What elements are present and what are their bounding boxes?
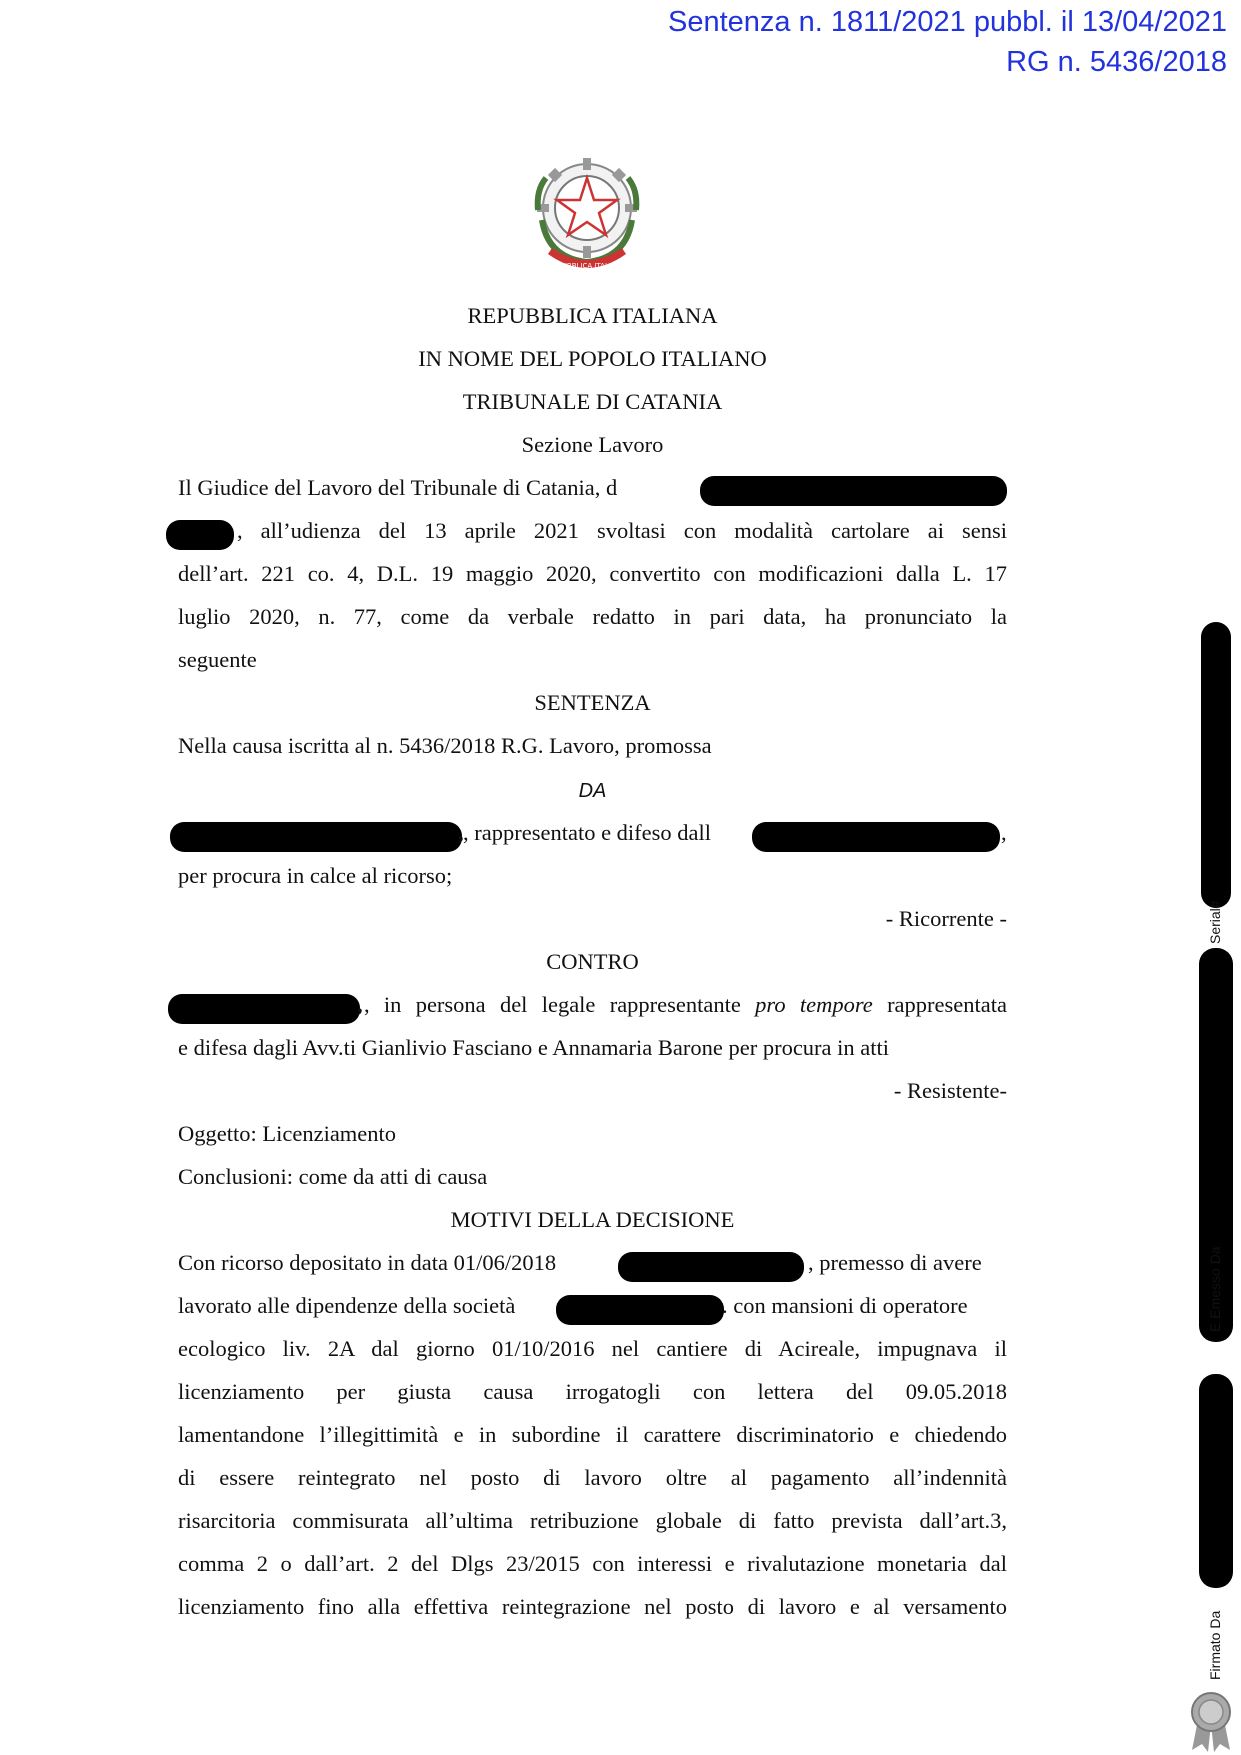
- paragraph-line: . con mansioni di operatore: [722, 1293, 968, 1318]
- redaction-box: [170, 822, 462, 852]
- heading-section: Sezione Lavoro: [521, 432, 664, 457]
- redaction-box: [1199, 1374, 1233, 1588]
- redaction-box: [618, 1252, 804, 1282]
- paragraph-line: dell’art. 221 co. 4, D.L. 19 maggio 2020, convertito con modificazioni dalla L. 17: [178, 561, 1007, 586]
- paragraph-line: licenziamento per giusta causa irrogatogli con lettera del 09.05.2018: [178, 1379, 1007, 1404]
- heading-court: TRIBUNALE DI CATANIA: [462, 389, 723, 414]
- paragraph-line: licenziamento fino alla effettiva reintegrazione nel posto di lavoro e al versamento: [178, 1594, 1007, 1619]
- label-da: DA: [578, 780, 607, 802]
- certificate-seal-icon: [1186, 1690, 1236, 1752]
- paragraph-line: risarcitoria commisurata all’ultima retribuzione globale di fatto prevista dall’art.3,: [178, 1508, 1007, 1533]
- heading-republic: REPUBBLICA ITALIANA: [467, 303, 718, 328]
- signed-by-label: Firmato Da: [1207, 1610, 1223, 1680]
- paragraph-line: Con ricorso depositato in data 01/06/2018: [178, 1250, 557, 1275]
- paragraph-line: Il Giudice del Lavoro del Tribunale di Catania, d: [178, 475, 618, 500]
- section-title-contro: CONTRO: [546, 949, 639, 974]
- section-title-motivi: MOTIVI DELLA DECISIONE: [450, 1207, 735, 1232]
- heading-people: IN NOME DEL POPOLO ITALIANO: [418, 346, 767, 371]
- paragraph-line: lamentandone l’illegittimità e in subordine il carattere discriminatorio e chiedendo: [178, 1422, 1007, 1447]
- redaction-box: [700, 476, 1007, 506]
- party-role-resistente: - Resistente-: [893, 1078, 1007, 1103]
- comma-bold: ,: [357, 992, 363, 1017]
- redaction-box: [168, 994, 360, 1024]
- paragraph-line: ecologico liv. 2A dal giorno 01/10/2016 nel cantiere di Acireale, impugnava il: [178, 1336, 1007, 1361]
- paragraph-line: , premesso di avere: [808, 1250, 982, 1275]
- issued-by-label: E Emesso Da: [1207, 1246, 1223, 1332]
- republic-emblem-icon: [528, 150, 646, 284]
- paragraph-line: di essere reintegrato nel posto di lavoro oltre al pagamento all’indennità: [178, 1465, 1007, 1490]
- redaction-box: [166, 520, 234, 550]
- conclusions-line: Conclusioni: come da atti di causa: [178, 1164, 488, 1189]
- redaction-box: [752, 822, 1000, 852]
- paragraph-line: comma 2 o dall’art. 2 del Dlgs 23/2015 con interessi e rivalutazione monetaria dal: [178, 1551, 1007, 1576]
- case-line: Nella causa iscritta al n. 5436/2018 R.G. Lavoro, promossa: [178, 733, 712, 758]
- paragraph-line: , in persona del legale rappresentante pro tempore rappresentata: [364, 992, 1007, 1017]
- paragraph-line: , rappresentato e difeso dall: [463, 820, 712, 845]
- redaction-box: [556, 1295, 724, 1325]
- party-role-ricorrente: - Ricorrente -: [885, 906, 1007, 931]
- sentence-number: Sentenza n. 1811/2021 pubbl. il 13/04/2021: [668, 6, 1227, 38]
- serial-label: Serial#: [1207, 900, 1223, 944]
- redaction-box: [1201, 622, 1231, 908]
- paragraph-line: per procura in calce al ricorso;: [178, 863, 453, 888]
- paragraph-line: luglio 2020, n. 77, come da verbale redatto in pari data, ha pronunciato la: [178, 604, 1007, 629]
- paragraph-line: e difesa dagli Avv.ti Gianlivio Fasciano e Annamaria Barone per procura in atti: [178, 1035, 890, 1060]
- rg-number: RG n. 5436/2018: [1006, 46, 1227, 78]
- emblem-motto: REPUBBLICA ITALIANA: [548, 262, 626, 270]
- subject-line: Oggetto: Licenziamento: [178, 1121, 397, 1146]
- comma-bold: ,: [458, 820, 464, 845]
- paragraph-line: , all’udienza del 13 aprile 2021 svoltasi con modalità cartolare ai sensi: [237, 518, 1007, 543]
- paragraph-line: seguente: [178, 647, 257, 672]
- paragraph-line: lavorato alle dipendenze della società: [178, 1293, 516, 1318]
- section-title-sentenza: SENTENZA: [534, 690, 651, 715]
- document-stamp: [668, 2, 1227, 82]
- comma: ,: [1001, 820, 1007, 845]
